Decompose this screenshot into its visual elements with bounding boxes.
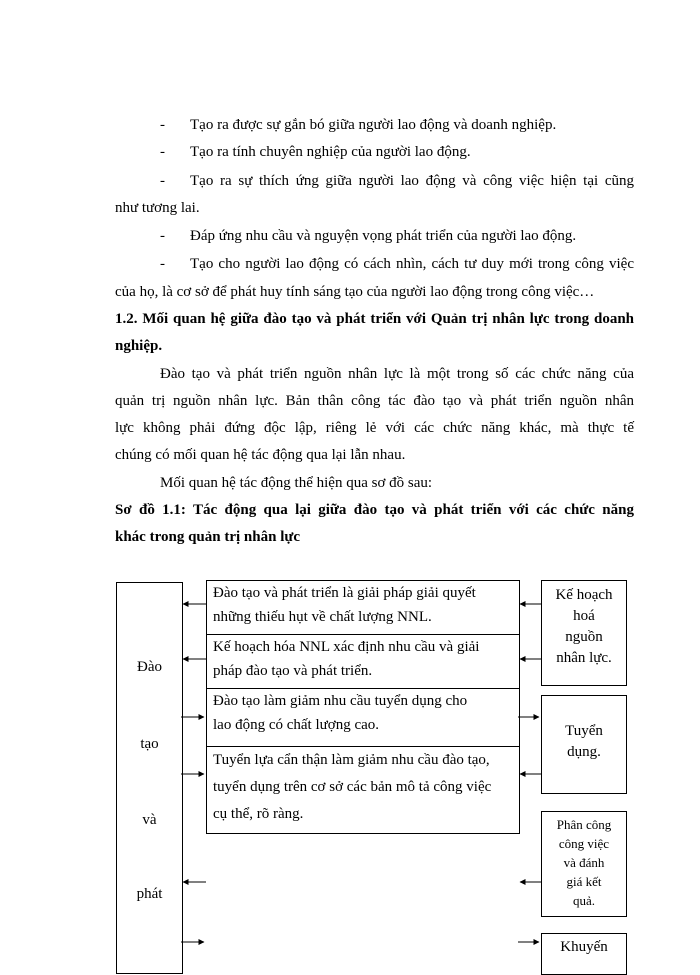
center-box-4-line: tuyển dụng trên cơ sở các bản mô tả công việc (213, 779, 492, 795)
right-box-line: quả. (572, 893, 596, 908)
center-box-2-line: pháp đào tạo và phát triển. (213, 663, 373, 679)
paragraph-line: chúng có mối quan hệ tác động qua lại lẫn nhau. (115, 447, 406, 463)
section-heading: 1.2. Mối quan hệ giữa đào tạo và phát triển với Quản trị nhân lực trong doanh (115, 311, 634, 327)
bullet-dash: - (160, 144, 165, 160)
right-box-line: hoá (573, 608, 595, 624)
bullet-dash: - (160, 256, 165, 272)
diagram-caption-cont: khác trong quản trị nhân lực (115, 529, 301, 545)
bullet-text: Đáp ứng nhu cầu và nguyện vọng phát triển của người lao động. (190, 228, 577, 244)
right-box-line: Phân công (556, 817, 612, 832)
center-box-4-line: Tuyển lựa cẩn thận làm giảm nhu cầu đào tạo, (213, 752, 490, 768)
bullet-text: Tạo cho người lao động có cách nhìn, cách tư duy mới trong công việc (190, 256, 634, 272)
right-box-line: Tuyển (565, 723, 603, 739)
right-box-line: Kế hoạch (555, 587, 613, 603)
bullet-dash: - (160, 117, 165, 133)
left-box-word: tạo (140, 736, 159, 752)
bullet-continuation: của họ, là cơ sở để phát huy tính sáng tạo của người lao động trong công việc… (115, 284, 595, 300)
center-box-2-line: Kế hoạch hóa NNL xác định nhu cầu và giải (213, 639, 480, 655)
right-box-line: công việc (558, 836, 610, 851)
bullet-text: Tạo ra sự thích ứng giữa người lao động và công việc hiện tại cũng (190, 173, 634, 189)
left-box-word: phát (136, 886, 163, 902)
left-box-word: và (142, 812, 157, 828)
bullet-text: Tạo ra được sự gắn bó giữa người lao động và doanh nghiệp. (190, 117, 557, 133)
center-box-4-line: cụ thể, rõ ràng. (213, 806, 304, 822)
right-box-line: nguồn (565, 629, 603, 645)
bullet-continuation: như tương lai. (115, 200, 200, 216)
right-box-line: dụng. (567, 744, 601, 760)
section-heading-cont: nghiệp. (115, 338, 163, 354)
bullet-dash: - (160, 228, 165, 244)
paragraph-line: quản trị nguồn nhân lực. Bản thân công tác đào tạo và phát triển nguồn nhân (115, 393, 634, 409)
center-box-3-line: Đào tạo làm giảm nhu cầu tuyển dụng cho (213, 693, 468, 709)
paragraph-line: Đào tạo và phát triển nguồn nhân lực là một trong số các chức năng của (160, 366, 634, 382)
diagram-caption: Sơ đồ 1.1: Tác động qua lại giữa đào tạo và phát triển với các chức năng (115, 502, 634, 518)
center-box-1-line: Đào tạo và phát triển là giải pháp giải quyết (213, 585, 476, 601)
paragraph-line: Mối quan hệ tác động thể hiện qua sơ đồ sau: (160, 475, 433, 491)
center-box-1-line: những thiếu hụt về chất lượng NNL. (213, 609, 432, 625)
right-box-line: giá kết (566, 874, 602, 889)
bullet-dash: - (160, 173, 165, 189)
bullet-text: Tạo ra tính chuyên nghiệp của người lao động. (190, 144, 471, 160)
center-box-3-line: lao động có chất lượng cao. (213, 717, 380, 733)
paragraph-line: lực không phải đứng độc lập, riêng lẻ với các chức năng khác, mà thực tế (115, 420, 634, 436)
right-box-line: Khuyến (560, 939, 608, 955)
right-box-line: và đánh (563, 855, 605, 870)
right-box-line: nhân lực. (556, 650, 612, 666)
left-box-word: Đào (137, 659, 162, 675)
